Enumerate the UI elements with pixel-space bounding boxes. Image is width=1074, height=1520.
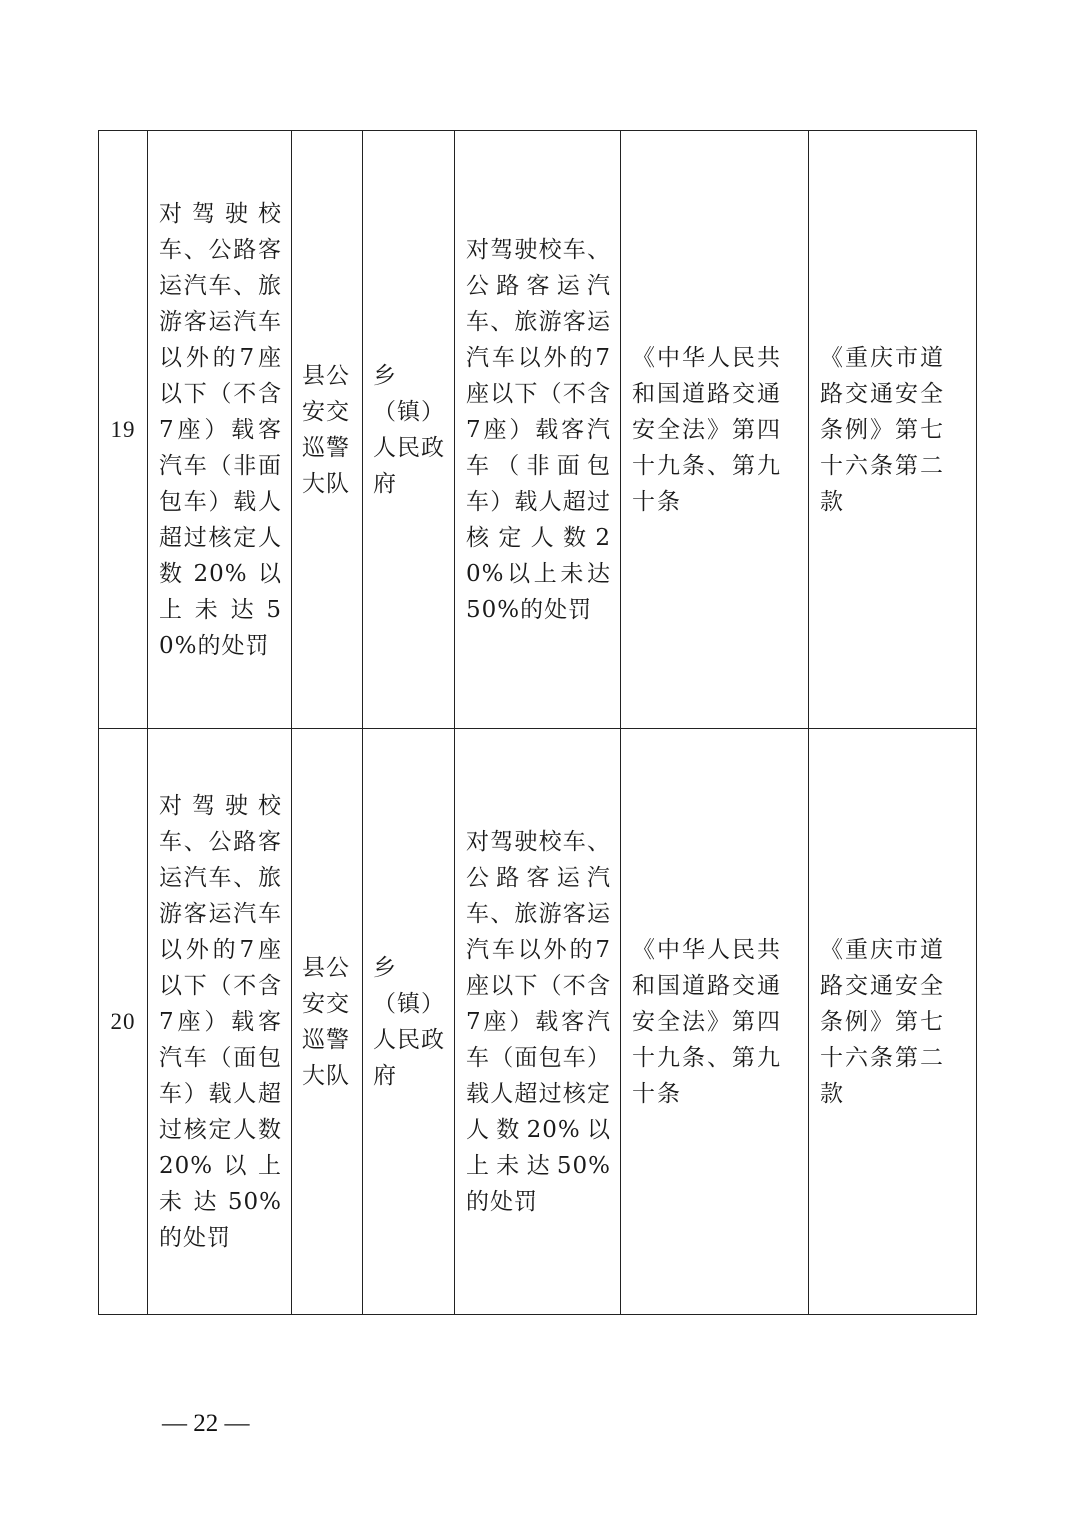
row-number: 19 [99, 131, 148, 729]
law-basis-text: 《中华人民共和国道路交通安全法》第四十九条、第九十条 [632, 936, 782, 1107]
table-row [99, 131, 977, 729]
entrusted-org-cell [363, 729, 455, 1315]
row-number: 20 [99, 729, 148, 1315]
law-basis-cell [621, 131, 809, 729]
page-number: — 22 — [162, 1410, 250, 1437]
implementer-cell [292, 131, 363, 729]
implementer-text: 县公安交巡警大队 [302, 362, 350, 497]
table-row [99, 729, 977, 1315]
law-basis-text: 《中华人民共和国道路交通安全法》第四十九条、第九十条 [632, 344, 782, 515]
regulation-basis-text: 《重庆市道路交通安全条例》第七十六条第二款 [820, 344, 945, 515]
entrusted-content-cell [455, 729, 621, 1315]
entrusted-content-text: 对驾驶校车、公路客运汽车、旅游客运汽车以外的7座以下（不含7座）载客汽车（非面包车）载人超过核定人数20%以上未达50%的处罚 [466, 236, 611, 623]
entrusted-content-cell [455, 131, 621, 729]
implementer-cell [292, 729, 363, 1315]
regulation-basis-cell [809, 131, 977, 729]
item-name-cell [148, 131, 292, 729]
regulation-basis-text: 《重庆市道路交通安全条例》第七十六条第二款 [820, 936, 945, 1107]
law-basis-cell [621, 729, 809, 1315]
entrusted-content-text: 对驾驶校车、公路客运汽车、旅游客运汽车以外的7座以下（不含7座）载客汽车（面包车）载人超过核定人数20%以上未达50%的处罚 [466, 828, 611, 1215]
item-name-text: 对驾驶校车、公路客运汽车、旅游客运汽车以外的7座以下（不含7座）载客汽车（面包车）载人超过核定人数20%以上未达50%的处罚 [159, 792, 282, 1251]
entrusted-org-cell [363, 131, 455, 729]
entrusted-org-text: 乡（镇）人民政府 [373, 954, 445, 1089]
penalty-items-table [98, 130, 977, 1315]
item-name-text: 对驾驶校车、公路客运汽车、旅游客运汽车以外的7座以下（不含7座）载客汽车（非面包车）载人超过核定人数20%以上未达50%的处罚 [159, 200, 282, 659]
entrusted-org-text: 乡（镇）人民政府 [373, 362, 445, 497]
regulation-basis-cell [809, 729, 977, 1315]
implementer-text: 县公安交巡警大队 [302, 954, 350, 1089]
item-name-cell [148, 729, 292, 1315]
